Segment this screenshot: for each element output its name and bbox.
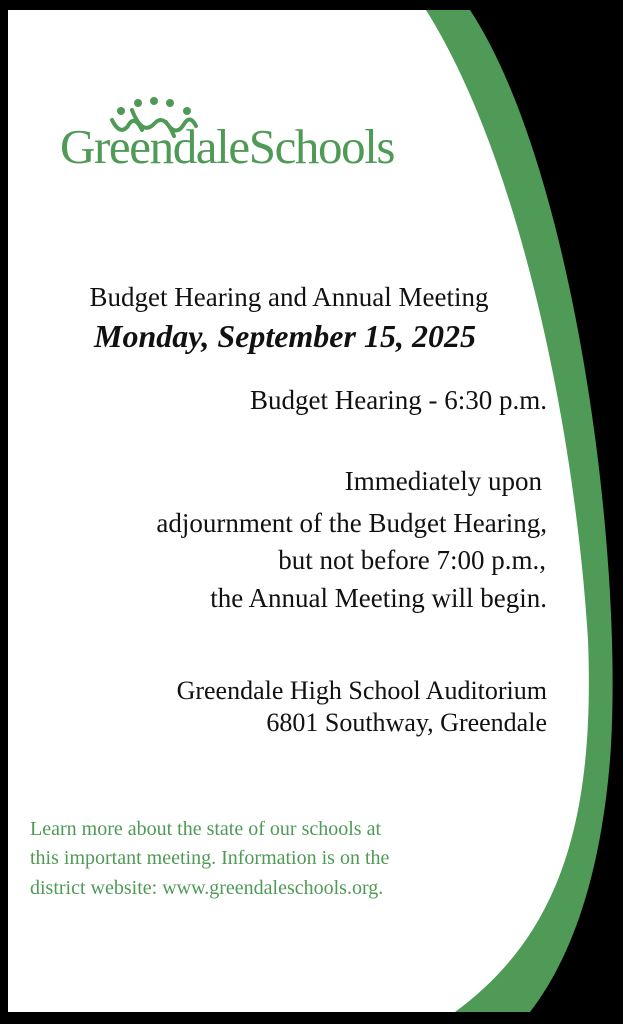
greendale-schools-logo (60, 92, 460, 182)
info-line: district website: www.greendaleschools.org. (30, 877, 384, 899)
location-name: Greendale High School Auditorium (176, 676, 547, 705)
logo-wordmark-part1: Greendale (60, 119, 249, 174)
annual-meeting-line: but not before 7:00 p.m., (278, 545, 546, 575)
annual-meeting-line: Immediately upon (344, 466, 542, 496)
logo-wordmark-part2: Schools (248, 119, 395, 174)
budget-hearing-time: Budget Hearing - 6:30 p.m. (250, 385, 547, 415)
annual-meeting-line: the Annual Meeting will begin. (210, 583, 547, 613)
info-line: Learn more about the state of our schools at (30, 818, 381, 840)
meeting-date: Monday, September 15, 2025 (94, 318, 476, 354)
location-address: 6801 Southway, Greendale (266, 708, 547, 737)
info-line: this important meeting. Information is on the (30, 847, 390, 869)
meeting-title: Budget Hearing and Annual Meeting (89, 282, 489, 312)
logo-wordmark (60, 119, 395, 174)
annual-meeting-line: adjournment of the Budget Hearing, (156, 508, 547, 538)
